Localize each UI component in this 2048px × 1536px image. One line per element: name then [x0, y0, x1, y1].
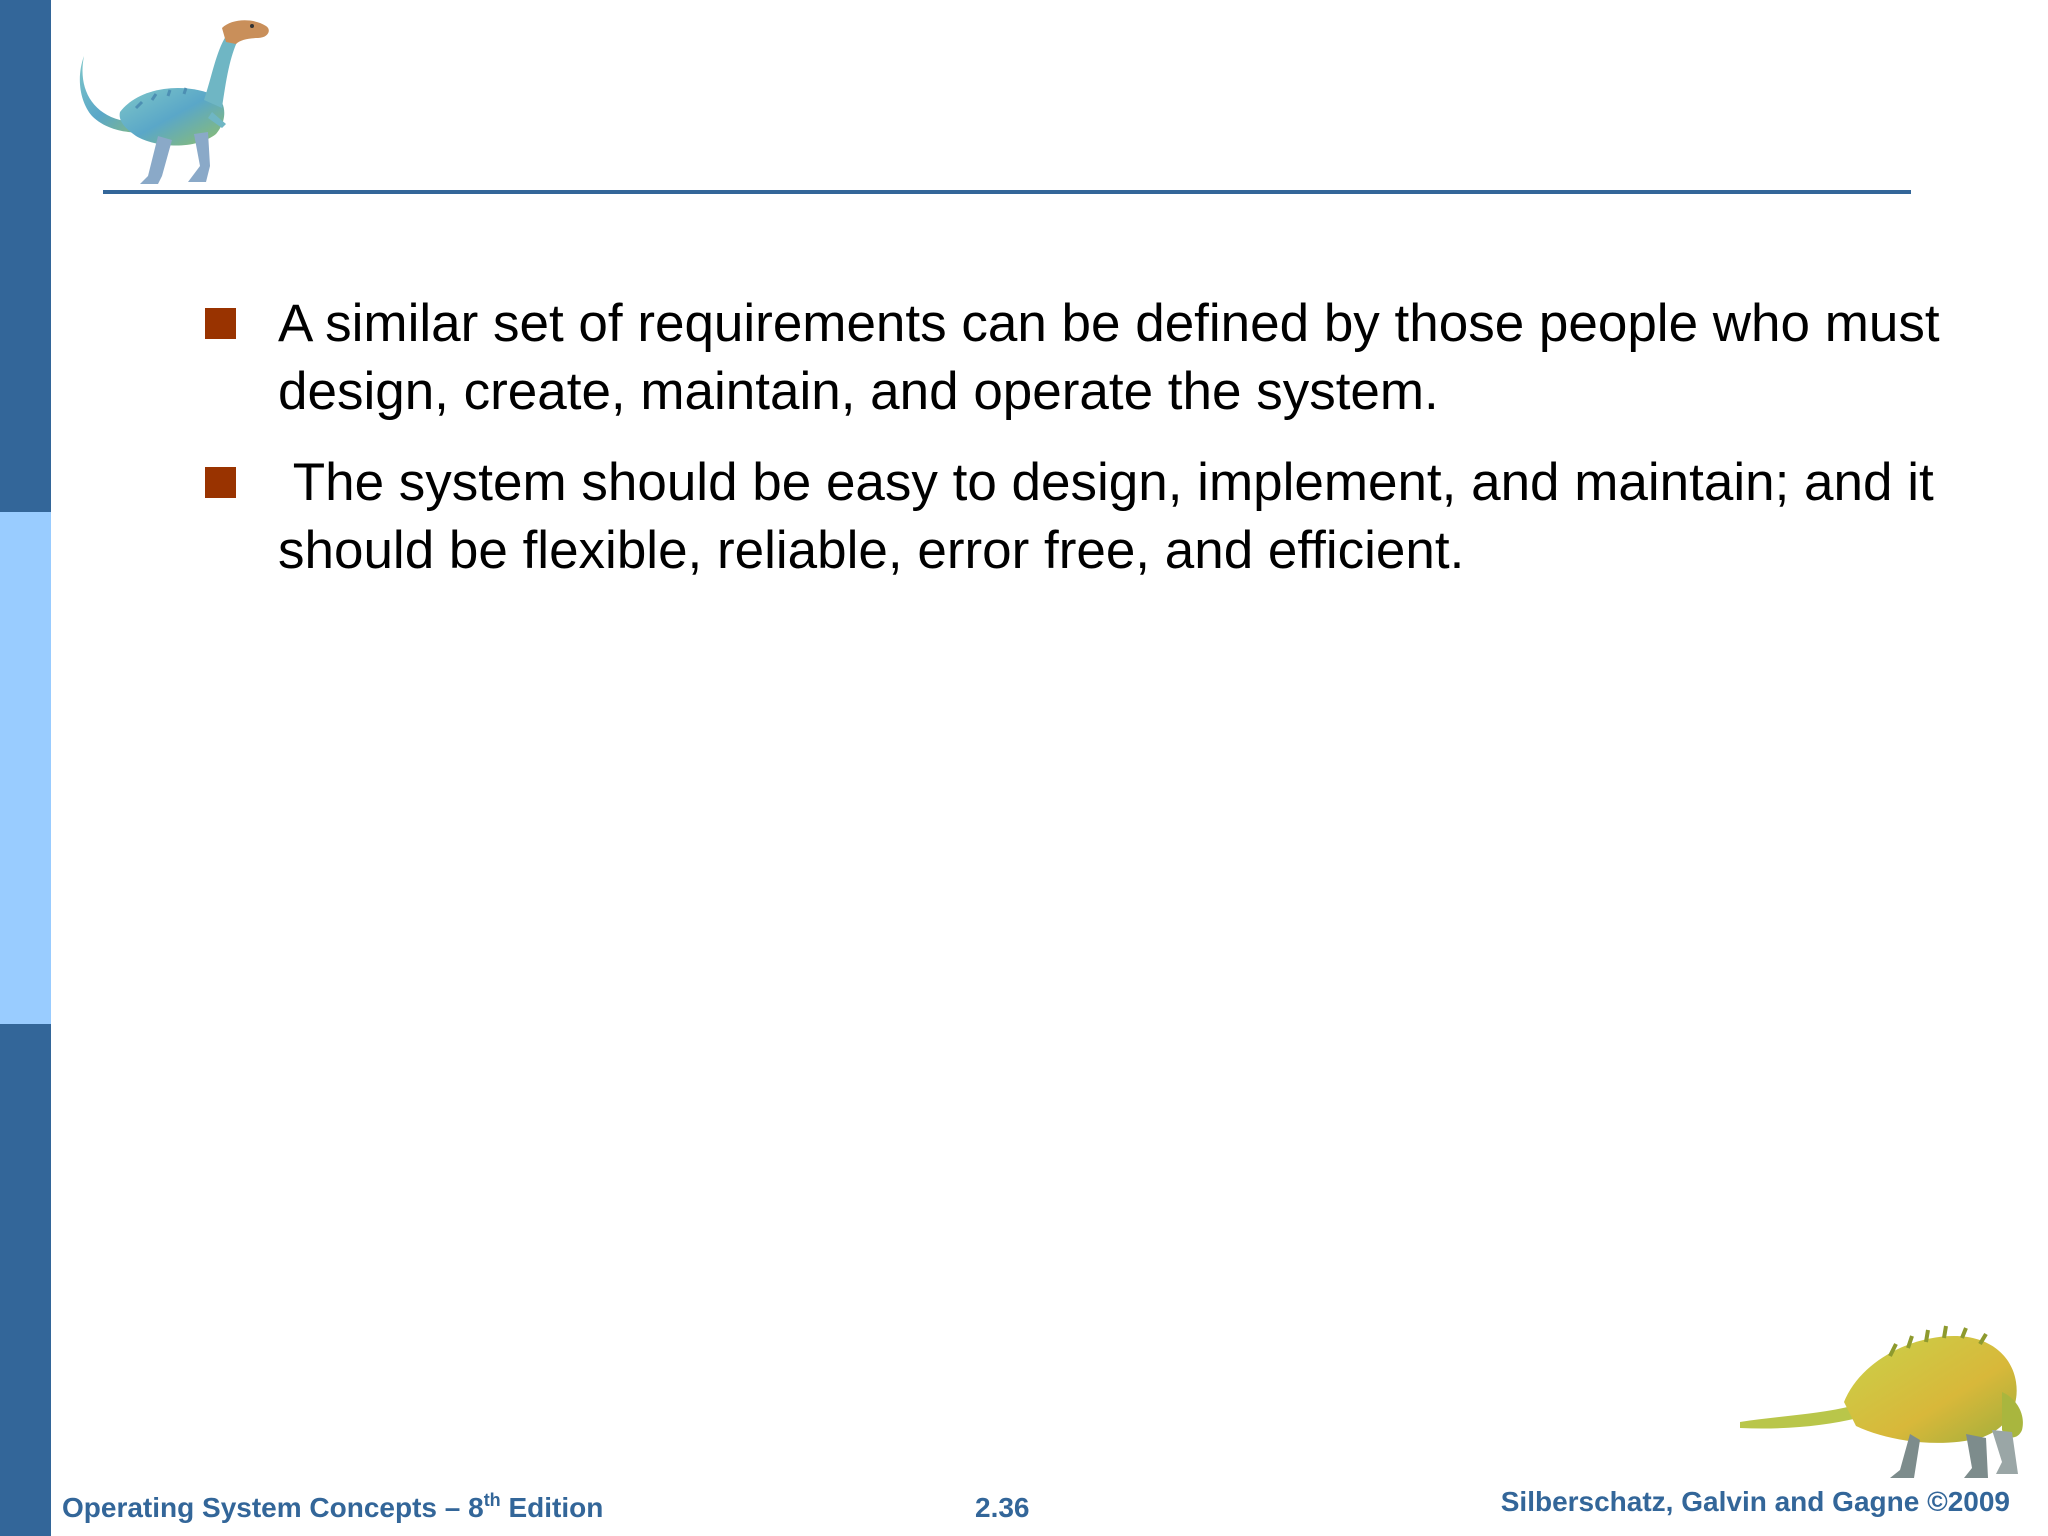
footer-edition-word: Edition — [500, 1492, 604, 1523]
footer-page-number: 2.36 — [975, 1492, 1030, 1523]
bullet-item — [205, 290, 1945, 426]
footer-book-title — [62, 1492, 603, 1524]
dinosaur-icon — [1740, 1322, 2030, 1482]
bullet-item — [205, 449, 1949, 585]
square-bullet-icon — [205, 308, 236, 339]
bullet-text: A similar set of requirements can be defined by those people who must design, create, maintain, and operate the system. — [278, 294, 1940, 421]
side-bar-top-segment — [0, 0, 51, 512]
footer-authors: Silberschatz, Galvin and Gagne ©2009 — [1500, 1486, 2010, 1517]
side-bar — [0, 0, 51, 1536]
dinosaur-icon — [76, 16, 314, 188]
header-rule — [103, 190, 1911, 194]
footer-title-text: Operating System Concepts – 8 — [62, 1492, 484, 1523]
side-bar-middle-segment — [0, 512, 51, 1024]
square-bullet-icon — [205, 467, 236, 498]
side-bar-bottom-segment — [0, 1024, 51, 1536]
bullet-text: The system should be easy to design, implement, and maintain; and it should be flexible, reliable, error free, and efficient. — [278, 453, 1949, 580]
bullet-list — [205, 290, 1949, 608]
footer-edition-suffix: th — [483, 1490, 501, 1510]
